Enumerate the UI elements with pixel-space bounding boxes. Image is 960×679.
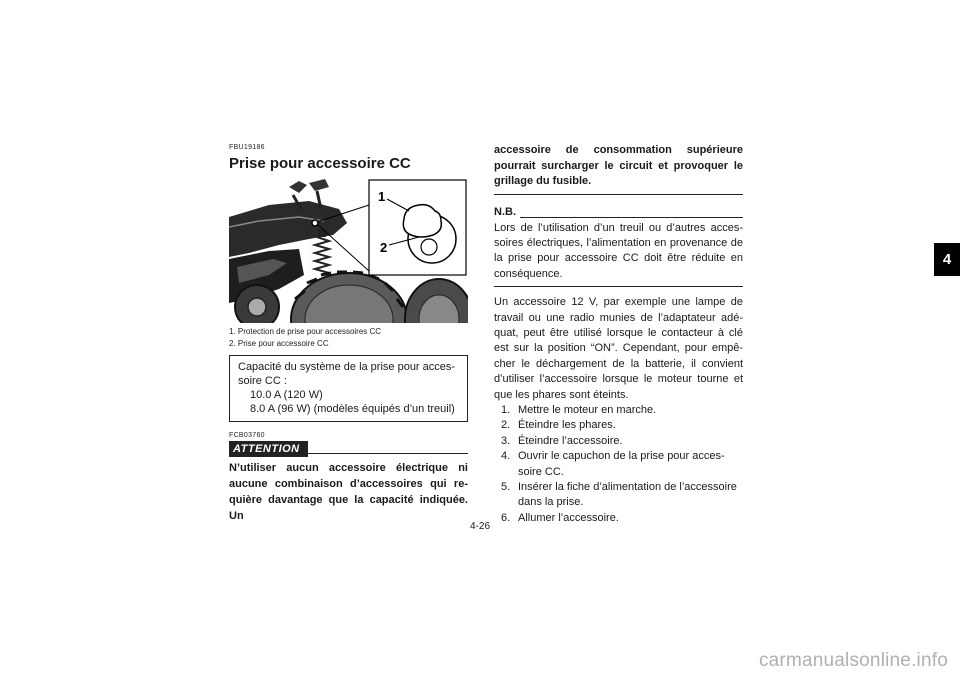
spec-value-1: 10.0 A (120 W) bbox=[250, 389, 323, 401]
attention-code: FCB03760 bbox=[229, 432, 265, 439]
chapter-tab: 4 bbox=[934, 243, 960, 276]
spec-value-2: 8.0 A (96 W) (modèles équipés d’un treuil) bbox=[250, 403, 455, 415]
attention-header bbox=[229, 441, 468, 457]
socket-location bbox=[312, 220, 318, 226]
nb-rule bbox=[516, 217, 743, 218]
figure-captions bbox=[229, 326, 468, 350]
spec-line-1: Capacité du système de la prise pour acces- bbox=[238, 361, 456, 373]
suspension-spring bbox=[315, 237, 329, 273]
attention-continuation: accessoire de consommation supérieure pourrait surcharger le circuit et provoquer le grillage du fusible. bbox=[494, 143, 743, 195]
front-tire bbox=[291, 272, 407, 323]
nb-header bbox=[494, 206, 743, 220]
capacity-spec-box bbox=[229, 355, 468, 422]
list-item: 4. Ouvrir le capuchon de la prise pour acces-soire CC. bbox=[501, 450, 725, 478]
left-hub bbox=[248, 298, 266, 316]
section-title: Prise pour accessoire CC bbox=[229, 155, 411, 172]
left-column bbox=[229, 143, 468, 524]
list-item: 5. Insérer la fiche d’alimentation de l’accessoire dans la prise. bbox=[501, 481, 737, 509]
caption-1: 1. Protection de prise pour accessoires CC bbox=[229, 327, 382, 336]
callout-1: 1 bbox=[378, 189, 386, 204]
right-column bbox=[494, 143, 743, 526]
attention-rule bbox=[299, 453, 468, 454]
atv-illustration bbox=[229, 179, 468, 323]
attention-badge: ATTENTION bbox=[229, 441, 308, 457]
list-item: 3. Éteindre l’accessoire. bbox=[501, 434, 623, 447]
atv-drawing bbox=[229, 179, 468, 323]
list-item: 6. Allumer l’accessoire. bbox=[501, 511, 619, 524]
handlebar bbox=[289, 179, 329, 193]
watermark: carmanualsonline.info bbox=[758, 650, 948, 671]
intro-paragraph: Un accessoire 12 V, par exemple une lampe de travail ou une radio munies de l’adaptateur adé-quat, peut être utilisé lorsque le contacteur à clé est sur la position “ON”. Cependant, pour empê-cher le déchargement de la batterie, il convient d’utiliser l’accessoire lorsque le moteur tourne et que les phares sont éteints. bbox=[494, 296, 743, 401]
list-item: 1. Mettre le moteur en marche. bbox=[501, 403, 657, 416]
section-code: FBU19186 bbox=[229, 144, 265, 151]
page-number: 4-26 bbox=[469, 521, 490, 532]
steps-list bbox=[494, 403, 743, 526]
callout-2: 2 bbox=[380, 240, 388, 255]
nb-label: N.B. bbox=[494, 206, 520, 218]
list-item: 2. Éteindre les phares. bbox=[501, 419, 616, 432]
caption-2: 2. Prise pour accessoire CC bbox=[229, 339, 329, 348]
spec-line-2: soire CC : bbox=[238, 375, 287, 387]
attention-text: N’utiliser aucun accessoire électrique ni aucune combinaison d’accessoires qui re-quière davantage que la capacité indiquée. Un bbox=[229, 462, 468, 522]
nb-text: Lors de l’utilisation d’un treuil ou d’autres acces-soires électriques, l’alimentation en provenance de la prise pour accessoire CC doit être réduite en conséquence. bbox=[494, 221, 743, 288]
shock-mount bbox=[318, 229, 326, 237]
